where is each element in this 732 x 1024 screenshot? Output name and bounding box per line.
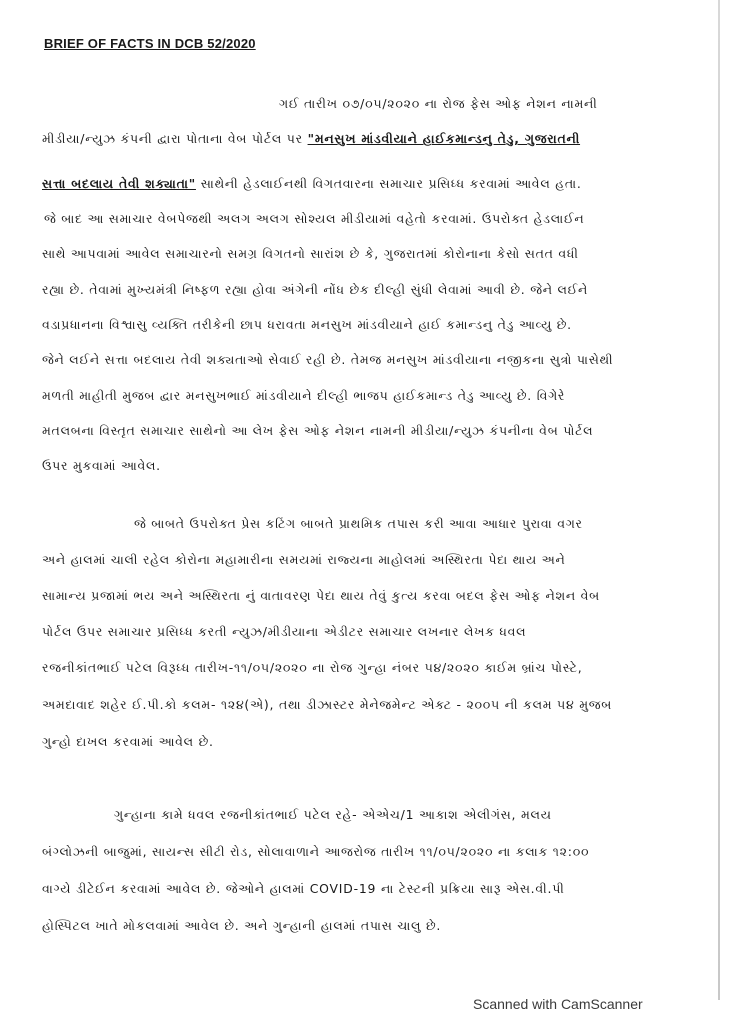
para2-line-5: રજનીકાંતભાઈ પટેલ વિરૂધ્ધ તારીખ-૧૧/૦૫/૨૦૨૦ ના રોજ ગુન્હા નંબર ૫૪/૨૦૨૦ કાઈમ બ્રાંચ પોસ્ટે, [42, 660, 583, 675]
para3-line-4: હોસ્પિટલ ખાતે મોકલવામાં આવેલ છે. અને ગુન્હાની હાલમાં તપાસ ચાલુ છે. [42, 918, 442, 933]
document-title: BRIEF OF FACTS IN DCB 52/2020 [44, 36, 256, 51]
para1-line-10: મતલબના વિસ્તૃત સમાચાર સાથેનો આ લેખ ફેસ ઓફ નેશન નામની મીડીયા/ન્યુઝ કંપનીના વેબ પોર્ટલ [42, 423, 594, 438]
scanner-watermark: Scanned with CamScanner [473, 996, 643, 1012]
para1-line-1: ગઈ તારીખ ૦૭/૦૫/૨૦૨૦ ના રોજ ફેસ ઓફ નેશન નામની [279, 96, 598, 111]
para3-line-1: ગુન્હાના કામે ધવલ રજનીકાંતભાઈ પટેલ રહે- એએચ/1 આકાશ એલીગંસ, મલય [114, 807, 552, 822]
headline-part-2: સત્તા બદલાય તેવી શક્યાતા" [42, 176, 196, 191]
para1-line-6: રહ્યા છે. તેવામાં મુખ્યમંત્રી નિષ્ફળ રહ્યા હોવા અંગેની નોંધ છેક દીલ્હી સુંધી લેવામાં આવી છે. જેને લઈને [42, 282, 589, 297]
para1-line-3 [42, 175, 582, 193]
para2-line-1: જે બાબતે ઉપરોક્ત પ્રેસ કટિંગ બાબતે પ્રાથમિક તપાસ કરી આવા આધાર પુરાવા વગર [134, 516, 583, 531]
para1-line-2 [42, 130, 712, 148]
para2-line-2: અને હાલમાં ચાલી રહેલ કોરોના મહામારીના સમયમાં રાજ્યના માહોલમાં અસ્થિરતા પેદા થાય અને [42, 552, 566, 567]
para1-line-2-text: મીડીયા/ન્યુઝ કંપની દ્વારા પોતાના વેબ પોર્ટલ પર [42, 131, 303, 146]
para1-line-9: મળતી માહીતી મુજબ દ્વાર મનસુખભાઈ માંડવીયાને દીલ્હી ભાજપ હાઈકમાન્ડ તેડુ આવ્યુ છે. વિગેરે [42, 388, 566, 403]
para3-line-3: વાગ્યે ડીટેઈન કરવામાં આવેલ છે. જેઓને હાલમાં COVID-19 ના ટેસ્ટની પ્રક્રિયા સારૂ એસ.વી.પી [42, 881, 565, 896]
para1-line-4: જે બાદ આ સમાચાર વેબપેજથી અલગ અલગ સોશ્યલ મીડીયામાં વહેતો કરવામાં. ઉપરોક્ત હેડલાઈન [44, 211, 585, 226]
headline-part-1: "મનસુખ માંડવીયાને હાઈકમાન્ડનુ તેડુ, ગુજરાતની [307, 131, 581, 146]
para2-line-4: પોર્ટલ ઉપર સમાચાર પ્રસિધ્ધ કરતી ન્યુઝ/મીડીયાના એડીટર સમાચાર લખનાર લેખક ધવલ [42, 624, 527, 639]
page-edge-shadow [718, 0, 720, 1000]
para1-line-3-text: સાથેની હેડલાઈનથી વિગતવારના સમાચાર પ્રસિધ્ધ કરવામાં આવેલ હતા. [200, 176, 582, 191]
para1-line-11: ઉપર મુકવામાં આવેલ. [42, 458, 161, 473]
para1-line-8: જેને લઈને સત્તા બદલાય તેવી શક્યતાઓ સેવાઈ રહી છે. તેમજ મનસુખ માંડવીયાના નજીકના સુત્રો પાસેથી [42, 352, 614, 367]
para2-line-6: અમદાવાદ શહેર ઈ.પી.કો કલમ- ૧૨૪(એ), તથા ડીઝાસ્ટર મેનેજમેન્ટ એક્ટ - ૨૦૦૫ ની કલમ ૫૪ મુજબ [42, 697, 613, 712]
para2-line-3: સામાન્ય પ્રજામાં ભય અને અસ્થિરતા નું વાતાવરણ પેદા થાય તેવું કુત્ય કરવા બદલ ફેસ ઓફ નેશન વેબ [42, 588, 600, 603]
para1-line-7: વડાપ્રધાનના વિશ્વાસુ વ્યક્તિ તરીકેની છાપ ધરાવતા મનસુખ માંડવીયાને હાઈ કમાન્ડનુ તેડુ આવ્યુ છે. [42, 317, 572, 332]
para1-line-5: સાથે આપવામાં આવેલ સમાચારનો સમગ્ર વિગતનો સારાંશ છે કે, ગુજરાતમાં કોરોનાના કેસો સતત વધી [42, 246, 579, 261]
para2-line-7: ગુન્હો દાખલ કરવામાં આવેલ છે. [42, 734, 214, 749]
para3-line-2: બંગ્લોઝની બાજુમાં, સાયન્સ સીટી રોડ, સોલાવાળાને આજરોજ તારીખ ૧૧/૦૫/૨૦૨૦ ના કલાક ૧૨:૦૦ [42, 844, 590, 859]
